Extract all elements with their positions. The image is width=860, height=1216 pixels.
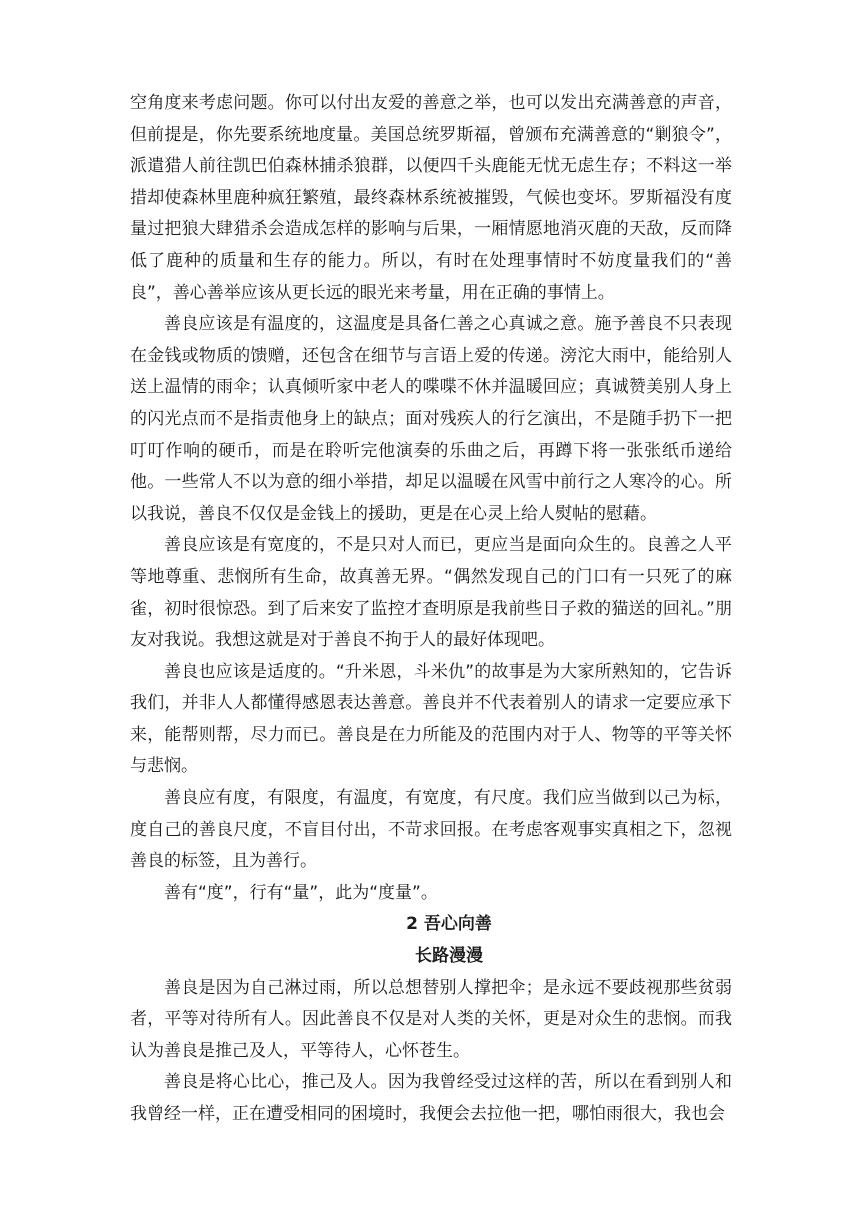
paragraph-intro: 善良是因为自己淋过雨，所以总想替别人撑把伞；是永远不要歧视那些贫弱者，平等对待所有人。因此善良不仅是对人类的关怀，更是对众生的悲悯。而我认为善良是推己及人，平等待人，心怀苍生。 — [130, 977, 732, 1061]
paragraph-closing: 善有“度”，行有“量”，此为“度量”。 — [164, 882, 438, 903]
paragraph-summary: 善良应有度，有限度，有温度，有宽度，有尺度。我们应当做到以己为标，度自己的善良尺度，不盲目付出，不苛求回报。在考虑客观事实真相之下，忽视善良的标签，且为善行。 — [130, 788, 732, 872]
section-title: 2 吾心向善 — [406, 914, 492, 935]
author-name: 长路漫漫 — [415, 946, 483, 967]
paragraph-continued: 空角度来考虑问题。你可以付出友爱的善意之举，也可以发出充满善意的声音，但前提是，你先要系统地度量。美国总统罗斯福，曾颁布充满善意的“剿狼令”，派遣猎人前往凯巴伯森林捕杀狼群，以便四千头鹿能无忧无虑生存；不料这一举措却使森林里鹿种疯狂繁殖，最终森林系统被摧毁，气候也变坏。罗斯福没有度量过把狼大肆猎杀会造成怎样的影响与后果，一厢情愿地消灭鹿的天敌，反而降低了鹿种的质量和生存的能力。所以，有时在处理事情时不妨度量我们的“善良”，善心善举应该从更长远的眼光来考量，用在正确的事情上。 — [130, 93, 732, 303]
paragraph-warmth: 善良应该是有温度的，这温度是具备仁善之心真诚之意。施予善良不只表现在金钱或物质的馈赠，还包含在细节与言语上爱的传递。滂沱大雨中，能给别人送上温情的雨伞；认真倾听家中老人的喋喋不休并温暖回应；真诚赞美别人身上的闪光点而不是指责他身上的缺点；面对残疾人的行乞演出，不是随手扔下一把叮叮作响的硬币，而是在聆听完他演奏的乐曲之后，再蹲下将一张张纸币递给他。一些常人不以为意的细小举措，却足以温暖在风雪中前行之人寒冷的心。所以我说，善良不仅仅是金钱上的援助，更是在心灵上给人熨帖的慰藉。 — [130, 314, 732, 524]
paragraph-breadth: 善良应该是有宽度的，不是只对人而已，更应当是面向众生的。良善之人平等地尊重、悲悯所有生命，故真善无界。“偶然发现自己的门口有一只死了的麻雀，初时很惊恐。到了后来安了监控才查明原是我前些日子救的猫送的回礼。”朋友对我说。我想这就是对于善良不拘于人的最好体现吧。 — [130, 535, 732, 651]
paragraph-empathy: 善良是将心比心，推己及人。因为我曾经受过这样的苦，所以在看到别人和我曾经一样，正在遭受相同的困境时，我便会去拉他一把，哪怕雨很大，我也会 — [130, 1072, 732, 1124]
paragraph-moderation: 善良也应该是适度的。“升米恩，斗米仇”的故事是为大家所熟知的，它告诉我们，并非人人都懂得感恩表达善意。善良并不代表着别人的请求一定要应承下来，能帮则帮，尽力而已。善良是在力所能及的范围内对于人、物等的平等关怀与悲悯。 — [130, 661, 732, 777]
document-page — [130, 88, 732, 1131]
